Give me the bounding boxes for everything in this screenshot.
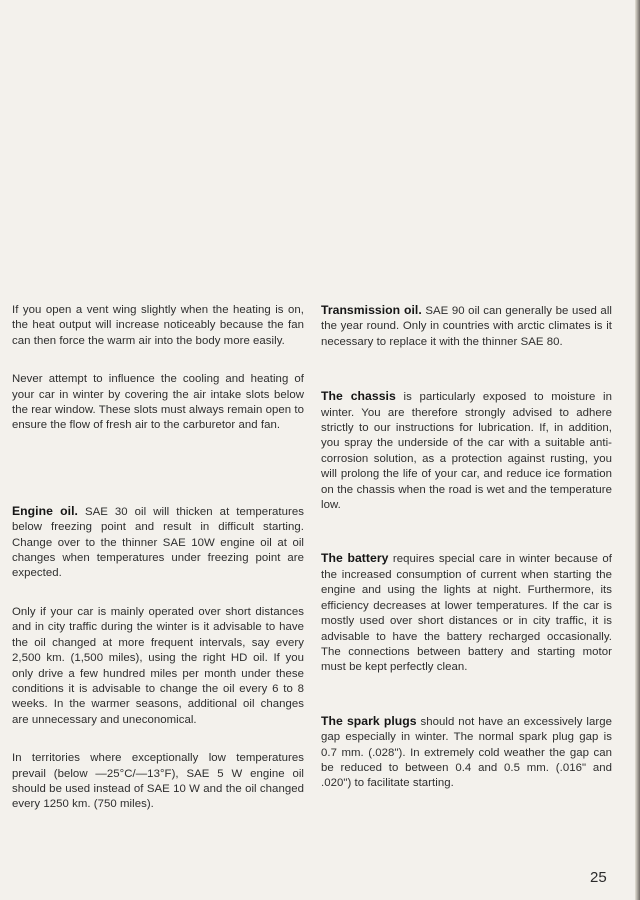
page-edge-shadow	[635, 0, 640, 900]
transmission-oil-text: SAE 90 oil can generally be used all the year round. Only in countries with arctic climates is it necessary to replace it with the thinner SAE 80.	[321, 305, 612, 348]
battery-heading: The battery	[321, 551, 389, 566]
engine-oil-heading: Engine oil.	[12, 503, 78, 518]
transmission-oil-paragraph	[321, 303, 612, 350]
transmission-oil-heading: Transmission oil.	[321, 303, 422, 317]
spark-plugs-paragraph	[321, 714, 612, 792]
engine-oil-paragraph	[12, 504, 304, 582]
page-number: 25	[590, 869, 607, 886]
chassis-heading: The chassis	[321, 389, 396, 404]
spark-plugs-text: should not have an excessively large gap especially in winter. The normal spark plug gap is 0.7 mm. (.028"). In extremely cold weather the gap can be reduced to between 0.4 and 0.5 mm. (.016" and .020") to facilitate starting.	[321, 715, 612, 790]
low-temperature-oil-paragraph: In territories where exceptionally low temperatures prevail (below —25°C/—13°F), SAE 5 W engine oil should be used instead of SAE 10 W and the oil changed every 1250 km. (750 miles).	[12, 752, 304, 811]
spark-plugs-heading: The spark plugs	[321, 713, 417, 728]
vent-wing-paragraph: If you open a vent wing slightly when the heating is on, the heat output will increase noticeably because the fan can then force the warm air into the body more easily.	[12, 304, 304, 347]
battery-text: requires special care in winter because of the increased consumption of current when starting the engine and using the lights at night. Furthermore, its efficiency decreases at lower temperatures. If the car is mostly used over short distances or in city traffic, it is advisable to have the battery recharged occasionally. The connections between battery and starting motor must be kept perfectly clean.	[321, 553, 612, 674]
engine-oil-text: SAE 30 oil will thicken at temperatures below freezing point and result in difficult starting. Change over to the thinner SAE 10W engine oil at oil changes when temperatures under freezing point are expected.	[12, 505, 304, 580]
right-column	[321, 303, 612, 792]
chassis-text: is particularly exposed to moisture in winter. You are therefore strongly advised to adhere strictly to our instructions for lubrication. If, in addition, you spray the underside of the car with a suitable anti-corrosion solution, as a protection against rusting, you will prolong the life of your car, and reduce ice formation on the chassis when the road is wet and the temperature low.	[321, 391, 612, 512]
battery-paragraph	[321, 551, 612, 675]
cooling-heating-paragraph: Never attempt to influence the cooling and heating of your car in winter by covering the air intake slots below the rear window. These slots must always remain open to ensure the flow of fresh air to the carburetor and fan.	[12, 373, 304, 432]
chassis-paragraph	[321, 389, 612, 513]
left-column	[12, 303, 304, 813]
short-distance-oil-paragraph: Only if your car is mainly operated over short distances and in city traffic during the winter is it advisable to have the oil changed at more frequent intervals, say every 2,500 km. (1,500 miles), using the right HD oil. If you only drive a few hundred miles per month under these conditions it is advisable to change the oil every 6 to 8 weeks. In the warmer seasons, additional oil changes are unnecessary and uneconomical.	[12, 605, 304, 726]
